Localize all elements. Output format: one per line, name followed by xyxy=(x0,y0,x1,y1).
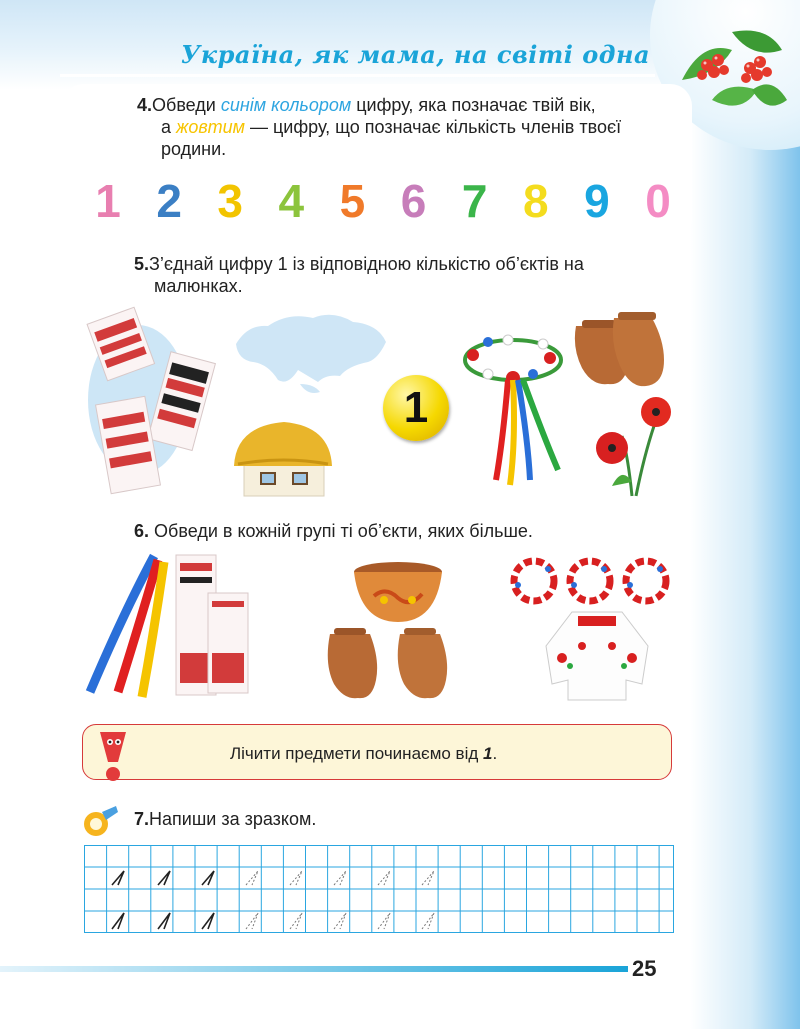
task4-blue-word: синім кольором xyxy=(220,95,352,115)
task7-text xyxy=(134,808,634,830)
callout-bold: 1 xyxy=(483,744,493,763)
number-one-badge: 1 xyxy=(383,375,449,441)
digit-9[interactable]: 9 xyxy=(584,175,610,227)
digit-1[interactable]: 1 xyxy=(95,175,121,227)
task4-line2-a: а xyxy=(161,117,177,137)
flower-wreath-image xyxy=(458,330,573,490)
task5-line1: З’єднай цифру 1 із відповідною кількістю об’єктів на xyxy=(149,254,584,274)
digit-3[interactable]: 3 xyxy=(217,175,244,227)
writing-grid[interactable] xyxy=(84,845,674,933)
clay-jugs-image xyxy=(568,308,668,393)
page-number: 25 xyxy=(632,956,657,981)
task4-line1-b: цифру, яка позначає твій вік, xyxy=(351,95,596,115)
task6-text xyxy=(134,520,679,542)
exclamation-icon xyxy=(92,728,134,784)
poppies-image xyxy=(592,396,674,498)
right-decor-band xyxy=(690,0,800,1029)
ukraine-map-image xyxy=(228,304,393,404)
digits-row xyxy=(88,174,678,228)
digit-6[interactable]: 6 xyxy=(400,175,427,227)
embroidered-towels-image xyxy=(78,305,218,495)
task6-line: Обведи в кожній групі ті об’єкти, яких більше. xyxy=(154,521,533,541)
digit-8[interactable]: 8 xyxy=(522,175,549,227)
task7-line: Напиши за зразком. xyxy=(149,809,317,829)
pencil-task-icon xyxy=(80,804,120,838)
task5-number: 5. xyxy=(134,254,150,274)
digit-7[interactable]: 7 xyxy=(461,175,488,227)
wreaths-image xyxy=(508,555,672,607)
task5-line2: малюнках. xyxy=(154,276,243,296)
task4-yellow-word: жовтим xyxy=(176,117,245,137)
ribbons-image xyxy=(84,552,170,698)
task6-number: 6. xyxy=(134,521,150,541)
task4-number: 4. xyxy=(137,95,153,115)
task7-number: 7. xyxy=(134,809,150,829)
embroidered-towel-pair-image xyxy=(172,553,252,699)
task4-text xyxy=(137,94,682,160)
footer-line xyxy=(0,966,628,972)
digit-5[interactable]: 5 xyxy=(339,175,366,227)
thatched-house-image xyxy=(232,416,334,500)
clay-jugs-pair-image xyxy=(324,624,456,702)
callout-end: . xyxy=(492,744,498,763)
task4-line3: родини. xyxy=(161,139,227,159)
embroidered-shirt-image xyxy=(542,606,652,702)
painted-bowl-image xyxy=(350,558,446,626)
callout-main: Лічити предмети починаємо від xyxy=(230,744,484,763)
task4-line2-b: — цифру, що позначає кількість членів твоєї xyxy=(244,117,622,137)
digit-2[interactable]: 2 xyxy=(156,175,182,227)
digit-4[interactable]: 4 xyxy=(278,175,305,227)
title-underline xyxy=(60,74,655,77)
task4-line1-a: Обведи xyxy=(152,95,221,115)
callout-text xyxy=(230,744,497,764)
task5-text xyxy=(134,253,679,297)
page-title: Україна, як мама, на світі одна xyxy=(180,40,650,69)
digit-0[interactable]: 0 xyxy=(645,175,671,227)
